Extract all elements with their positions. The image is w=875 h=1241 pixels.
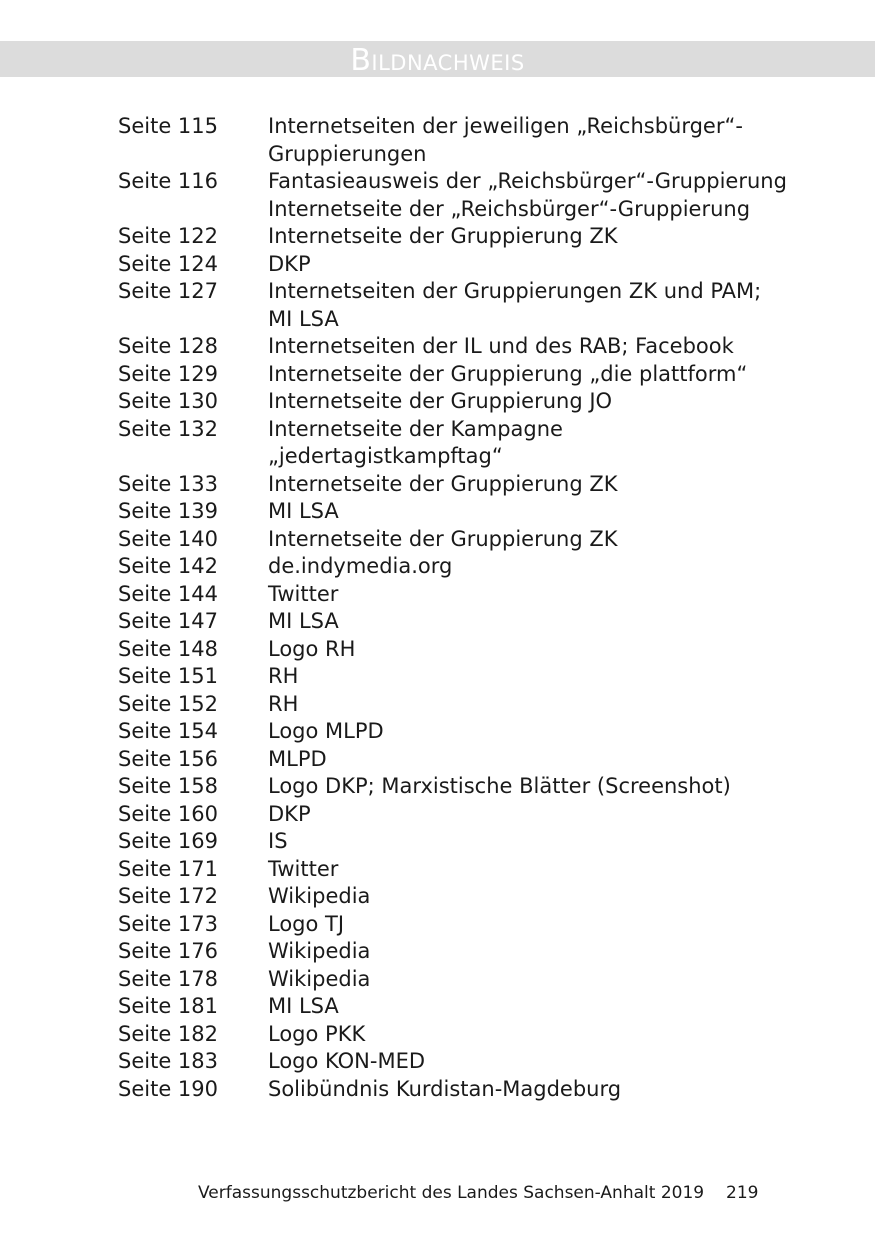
credit-entry (118, 526, 778, 554)
credit-source-line: Logo MLPD (268, 719, 384, 743)
credit-source (268, 113, 778, 168)
credit-source (268, 278, 778, 333)
credit-source-line: Logo RH (268, 636, 356, 661)
credit-source (268, 1048, 778, 1076)
credit-entry (118, 636, 778, 664)
credit-source (268, 388, 778, 416)
credit-source-line: Wikipedia (268, 884, 371, 908)
image-credits-list (118, 113, 787, 1103)
credit-entry (118, 471, 778, 499)
credit-page-ref: Seite 127 (118, 279, 218, 303)
credit-entry (118, 416, 778, 471)
credit-source (268, 608, 778, 636)
credit-page-ref: Seite 160 (118, 801, 218, 826)
credit-source (268, 223, 778, 251)
credit-source (268, 1076, 778, 1104)
credit-source (268, 1021, 778, 1049)
credit-page-ref: Seite 144 (118, 581, 218, 606)
credit-page-ref: Seite 181 (118, 994, 218, 1018)
credit-page-ref: Seite 190 (118, 1076, 218, 1101)
credit-entry (118, 938, 778, 966)
credit-source-line: DKP (268, 251, 311, 276)
credit-source-line: Fantasieausweis der „Reichsbürger“-Gruppierung (268, 169, 787, 193)
credit-entry (118, 113, 778, 168)
credit-entry (118, 801, 778, 829)
credit-source (268, 498, 778, 526)
credit-entry (118, 1076, 778, 1104)
credit-entry (118, 608, 778, 636)
credit-page-ref: Seite 173 (118, 911, 218, 936)
credit-entry (118, 168, 787, 223)
credit-source-line: Internetseite der „Reichsbürger“-Gruppierung (268, 196, 751, 221)
credit-page-ref: Seite 140 (118, 526, 218, 551)
credit-source-line: Twitter (268, 581, 339, 606)
credit-source-line: Twitter (268, 856, 339, 881)
credit-entry (118, 663, 778, 691)
credit-source-line: Internetseite der Kampagne (268, 416, 563, 441)
credit-page-ref: Seite 158 (118, 774, 218, 798)
credit-source-line: MI LSA (268, 994, 339, 1018)
credit-entry (118, 993, 778, 1021)
credit-page-ref: Seite 122 (118, 224, 218, 248)
credit-source-line: Solibündnis Kurdistan-Magdeburg (268, 1076, 622, 1101)
credit-source (268, 663, 778, 691)
credit-source (268, 828, 778, 856)
credit-source (268, 938, 778, 966)
credit-source-line: Internetseite der Gruppierung JO (268, 389, 613, 413)
credit-page-ref: Seite 115 (118, 114, 218, 138)
credit-source (268, 911, 778, 939)
credit-source (268, 471, 778, 499)
credit-source-line: Internetseite der Gruppierung „die plattform“ (268, 361, 748, 386)
credit-source (268, 416, 778, 471)
credit-entry (118, 498, 778, 526)
credit-source-line: DKP (268, 801, 311, 826)
credit-entry (118, 691, 778, 719)
credit-source-line: Internetseiten der IL und des RAB; Facebook (268, 334, 734, 358)
credit-source (268, 691, 778, 719)
credit-page-ref: Seite 130 (118, 389, 218, 413)
credit-entry (118, 856, 778, 884)
credit-source (268, 966, 778, 994)
credit-source (268, 856, 778, 884)
credit-source (268, 361, 778, 389)
credit-source (268, 773, 778, 801)
credit-source-line: MI LSA (268, 499, 339, 523)
credit-source-line: Wikipedia (268, 966, 371, 991)
credit-source-line: Logo PKK (268, 1021, 366, 1046)
credit-page-ref: Seite 152 (118, 691, 218, 716)
credit-source-line: MI LSA (268, 609, 339, 633)
credit-source-line: de.indymedia.org (268, 554, 453, 578)
credit-source (268, 333, 778, 361)
credit-source-line: IS (268, 829, 288, 853)
credit-page-ref: Seite 148 (118, 636, 218, 661)
credit-source-line: RH (268, 691, 299, 716)
footer-publication-title: Verfassungsschutzbericht des Landes Sachsen-Anhalt 2019 (198, 1183, 705, 1203)
credit-source (268, 883, 778, 911)
footer-page-number: 219 (726, 1183, 759, 1203)
credit-entry (118, 1048, 778, 1076)
credit-entry (118, 746, 778, 774)
credit-entry (118, 388, 778, 416)
credit-source (268, 526, 778, 554)
credit-page-ref: Seite 169 (118, 829, 218, 853)
page-footer (0, 1181, 875, 1205)
credit-page-ref: Seite 154 (118, 719, 218, 743)
credit-page-ref: Seite 124 (118, 251, 218, 276)
credit-page-ref: Seite 151 (118, 664, 218, 688)
credit-source-line: „jedertagistkampftag“ (268, 444, 503, 468)
credit-entry (118, 333, 778, 361)
credit-source (268, 581, 778, 609)
credit-entry (118, 911, 778, 939)
credit-page-ref: Seite 182 (118, 1021, 218, 1046)
credit-source (268, 251, 778, 279)
credit-page-ref: Seite 133 (118, 471, 218, 496)
credit-entry (118, 1021, 778, 1049)
credit-source (268, 553, 778, 581)
credit-entry (118, 828, 778, 856)
credit-source (268, 636, 778, 664)
credit-source-line: Wikipedia (268, 939, 371, 963)
credit-source-line: Logo DKP; Marxistische Blätter (Screenshot) (268, 774, 731, 798)
page-title: Bildnachweis (350, 43, 525, 78)
credit-source-line: Internetseite der Gruppierung ZK (268, 526, 618, 551)
credit-entry (118, 278, 778, 333)
credit-page-ref: Seite 139 (118, 499, 218, 523)
credit-page-ref: Seite 132 (118, 416, 218, 441)
credit-page-ref: Seite 156 (118, 746, 218, 771)
credit-entry (118, 223, 778, 251)
credit-source (268, 801, 778, 829)
credit-entry (118, 251, 778, 279)
credit-page-ref: Seite 171 (118, 856, 218, 881)
credit-source (268, 168, 787, 223)
credit-source-line: Internetseite der Gruppierung ZK (268, 224, 618, 248)
credit-source (268, 993, 778, 1021)
credit-entry (118, 581, 778, 609)
credit-page-ref: Seite 129 (118, 361, 218, 386)
credit-page-ref: Seite 172 (118, 884, 218, 908)
credit-entry (118, 553, 778, 581)
credit-source (268, 718, 778, 746)
credit-entry (118, 966, 778, 994)
credit-source (268, 746, 778, 774)
credit-entry (118, 883, 778, 911)
credit-page-ref: Seite 128 (118, 334, 218, 358)
credit-page-ref: Seite 116 (118, 169, 218, 193)
credit-source-line: Internetseiten der Gruppierungen ZK und PAM; (268, 279, 762, 303)
credit-source-line: Internetseite der Gruppierung ZK (268, 471, 618, 496)
credit-source-line: Internetseiten der jeweiligen „Reichsbürger“- (268, 114, 743, 138)
credit-page-ref: Seite 176 (118, 939, 218, 963)
credit-page-ref: Seite 178 (118, 966, 218, 991)
credit-page-ref: Seite 183 (118, 1049, 218, 1073)
credit-source-line: RH (268, 664, 299, 688)
credit-source-line: MI LSA (268, 306, 339, 331)
credit-source-line: Gruppierungen (268, 141, 427, 166)
credit-entry (118, 361, 778, 389)
credit-page-ref: Seite 147 (118, 609, 218, 633)
credit-page-ref: Seite 142 (118, 554, 218, 578)
credit-source-line: MLPD (268, 746, 327, 771)
credit-source-line: Logo KON-MED (268, 1049, 426, 1073)
credit-entry (118, 718, 778, 746)
credit-entry (118, 773, 778, 801)
credit-source-line: Logo TJ (268, 911, 345, 936)
